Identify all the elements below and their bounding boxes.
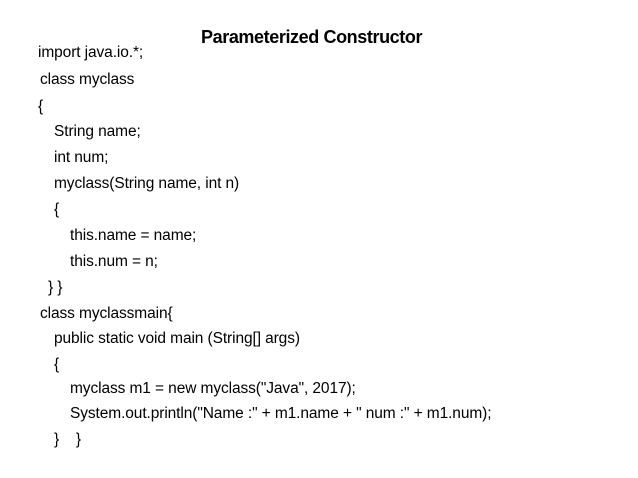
code-line: {: [54, 201, 60, 218]
code-line: this.num = n;: [70, 253, 158, 270]
slide-title: Parameterized Constructor: [201, 27, 423, 47]
code-line: String name;: [54, 123, 141, 140]
code-line: myclass m1 = new myclass("Java", 2017);: [70, 380, 356, 397]
code-line: import java.io.*;: [38, 44, 144, 61]
code-line: class myclassmain{: [40, 305, 173, 322]
code-line: int num;: [54, 149, 109, 166]
code-line: myclass(String name, int n): [54, 175, 240, 192]
code-line: public static void main (String[] args): [54, 330, 300, 347]
code-line: } }: [48, 279, 63, 296]
code-line: } }: [54, 431, 81, 448]
code-line: {: [38, 98, 44, 115]
code-line: class myclass: [40, 71, 135, 88]
code-line: {: [54, 356, 60, 373]
code-line: System.out.println("Name :" + m1.name + " num :" + m1.num);: [70, 405, 492, 422]
code-line: this.name = name;: [70, 227, 197, 244]
